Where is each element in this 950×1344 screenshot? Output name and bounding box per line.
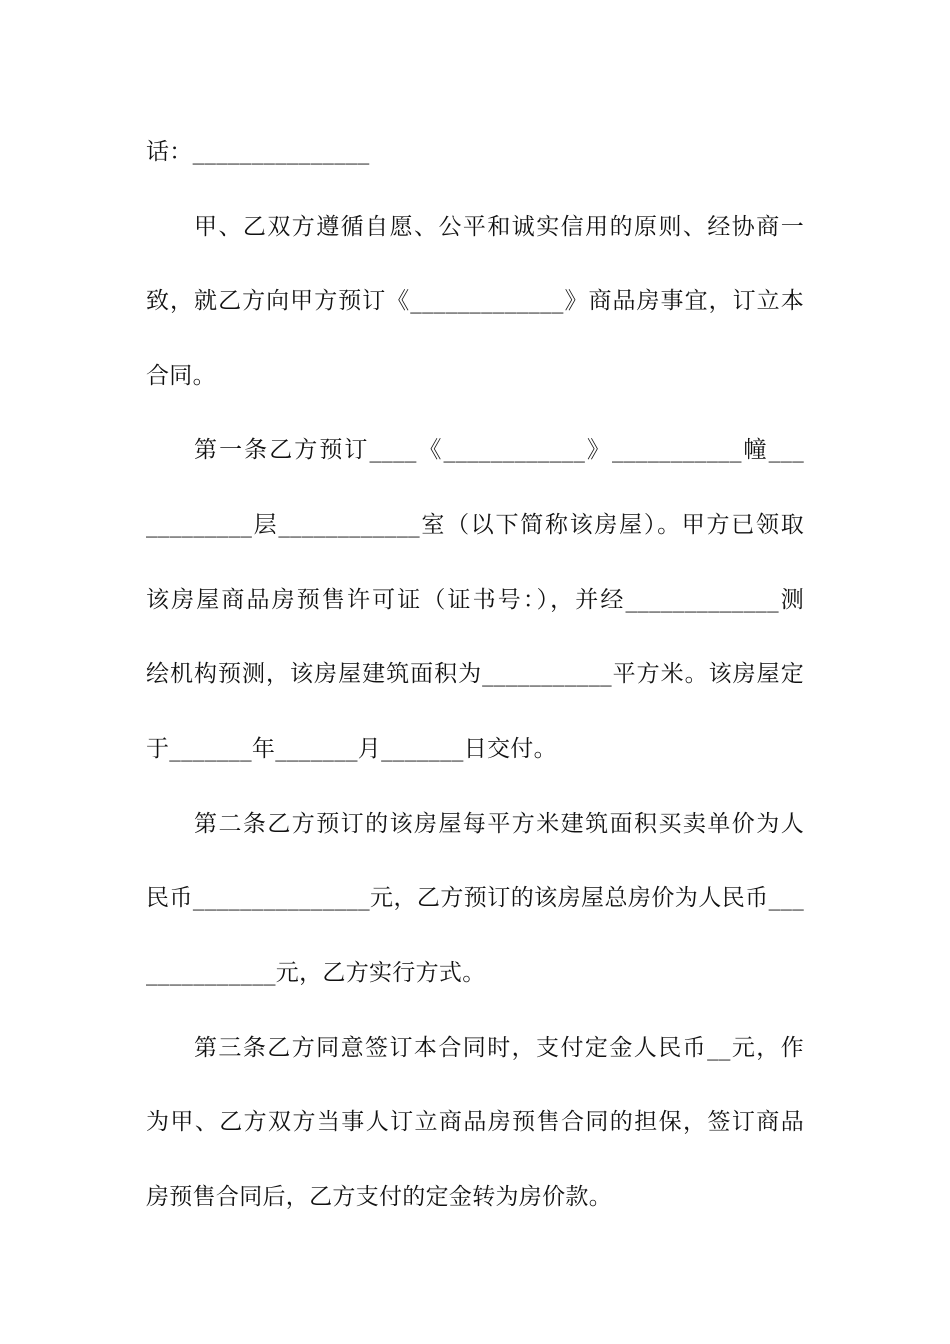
text-line-article2-1: 第二条乙方预订的该房屋每平方米建筑面积买卖单价为人 bbox=[194, 811, 804, 837]
text-line-article1-3: 该房屋商品房预售许可证（证书号：），并经_____________测 bbox=[146, 587, 804, 613]
text-line-phone: 话：_______________ bbox=[146, 139, 370, 165]
text-line-article1-4: 绘机构预测，该房屋建筑面积为___________平方米。该房屋定 bbox=[146, 661, 804, 687]
text-line-article3-1: 第三条乙方同意签订本合同时，支付定金人民币__元，作 bbox=[194, 1035, 804, 1061]
text-line-article1-2: _________层____________室（以下简称该房屋）。甲方已领取 bbox=[146, 512, 804, 538]
text-line-article2-3: ___________元，乙方实行方式。 bbox=[146, 960, 486, 986]
text-line-intro-1: 甲、乙双方遵循自愿、公平和诚实信用的原则、经协商一 bbox=[194, 214, 804, 240]
text-line-article3-2: 为甲、乙方双方当事人订立商品房预售合同的担保，签订商品 bbox=[146, 1109, 804, 1135]
text-line-article3-3: 房预售合同后，乙方支付的定金转为房价款。 bbox=[146, 1184, 612, 1210]
text-line-intro-3: 合同。 bbox=[146, 363, 216, 389]
text-line-article2-2: 民币_______________元，乙方预订的该房屋总房价为人民币___ bbox=[146, 885, 804, 911]
text-line-article1-1: 第一条乙方预订____《____________》___________幢___ bbox=[194, 437, 804, 463]
text-line-intro-2: 致，就乙方向甲方预订《_____________》商品房事宜，订立本 bbox=[146, 288, 804, 314]
text-line-article1-5: 于_______年_______月_______日交付。 bbox=[146, 736, 557, 762]
